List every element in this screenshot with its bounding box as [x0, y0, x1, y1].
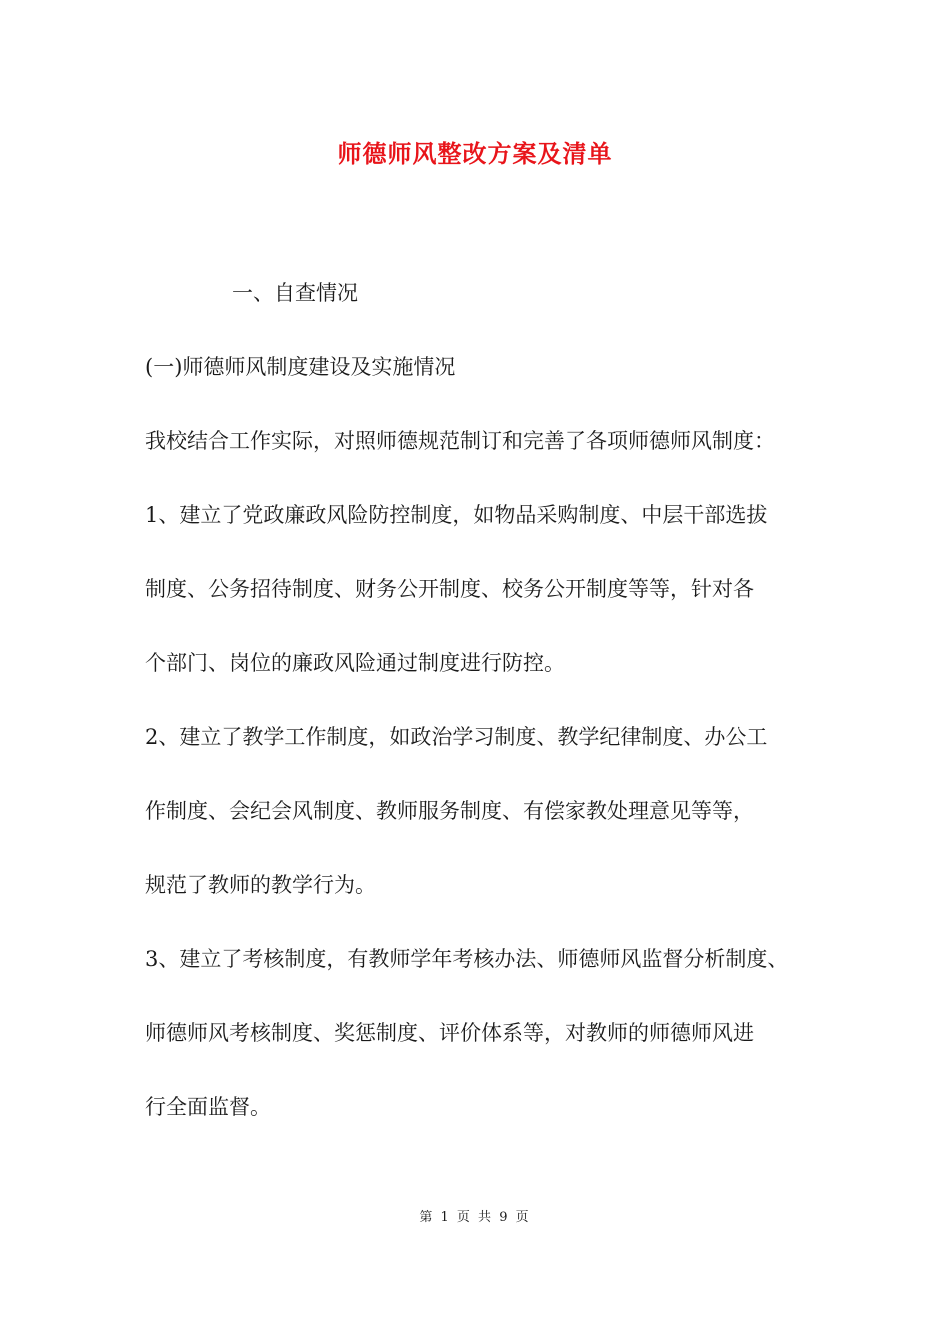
- paragraph-line: 师德师风考核制度、奖惩制度、评价体系等，对教师的师德师风进: [145, 1021, 754, 1045]
- paragraph-line: 制度、公务招待制度、财务公开制度、校务公开制度等等，针对各: [145, 577, 754, 601]
- subsection-heading: (一)师德师风制度建设及实施情况: [145, 355, 456, 379]
- paragraph-line: 我校结合工作实际，对照师德规范制订和完善了各项师德师风制度：: [145, 429, 775, 453]
- paragraph-line: 行全面监督。: [145, 1095, 271, 1119]
- paragraph-line: 2、建立了教学工作制度，如政治学习制度、教学纪律制度、办公工: [145, 725, 768, 749]
- paragraph-line: 3、建立了考核制度，有教师学年考核办法、师德师风监督分析制度、: [145, 947, 789, 971]
- paragraph-line: 个部门、岗位的廉政风险通过制度进行防控。: [145, 651, 565, 675]
- paragraph-line: 规范了教师的教学行为。: [145, 873, 376, 897]
- document-title: 师德师风整改方案及清单: [337, 139, 613, 168]
- page-indicator: 第 1 页 共 9 页: [419, 1210, 531, 1225]
- paragraph-line: 作制度、会纪会风制度、教师服务制度、有偿家教处理意见等等，: [145, 799, 754, 823]
- paragraph-line: 1、建立了党政廉政风险防控制度，如物品采购制度、中层干部选拔: [145, 503, 768, 527]
- section-heading: 一、自查情况: [232, 281, 358, 305]
